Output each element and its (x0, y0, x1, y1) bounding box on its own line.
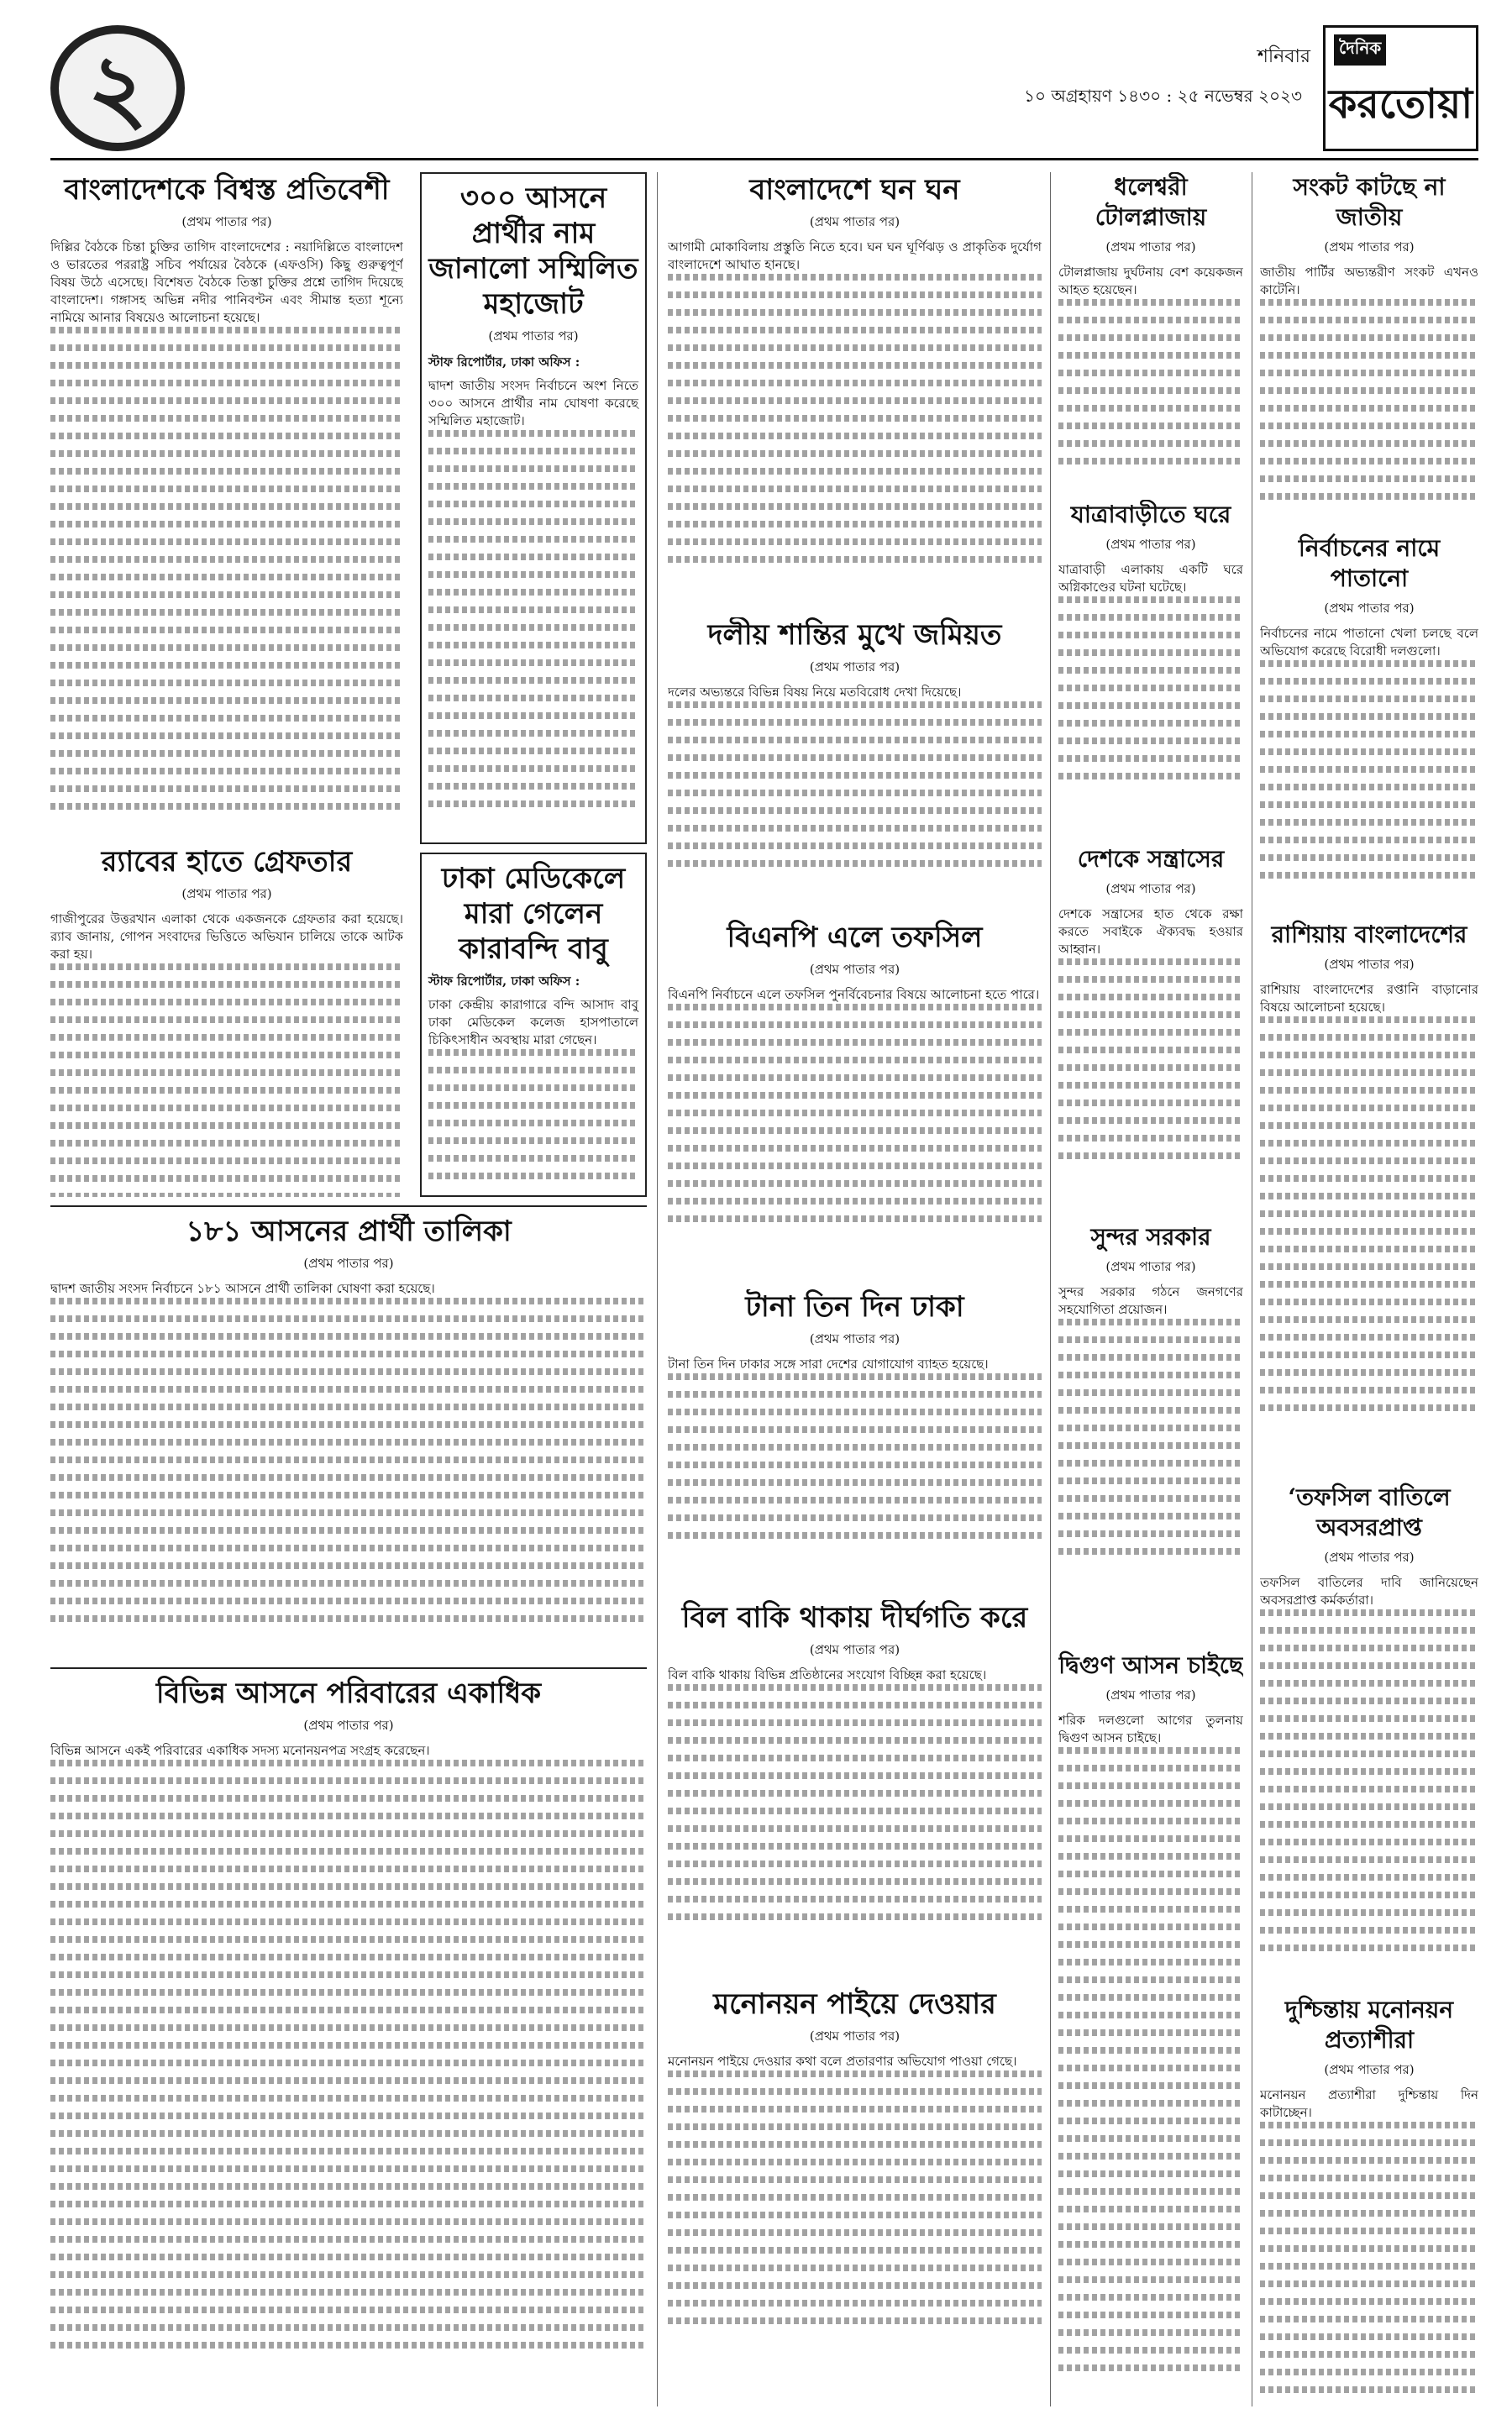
article-body: মনোনয়ন পাইয়ে দেওয়ার কথা বলে প্রতারণার অভিযোগ পাওয়া গেছে। (668, 2054, 1017, 2069)
continued-label: (প্রথম পাতার পর) (1324, 1550, 1415, 1565)
column-rule (657, 172, 658, 2406)
day-name: শনিবার (1257, 46, 1310, 67)
headline: রাশিয়ায় বাংলাদেশের (1271, 921, 1467, 948)
body-text-lines (1260, 660, 1478, 879)
article-body: ঢাকা কেন্দ্রীয় কারাগারে বন্দি আসাদ বাবু ঢাকা মেডিকেল কলেজ হাসপাতালে চিকিৎসাধীন অবস্থায় মারা গেছেন। (428, 997, 638, 1047)
body-text-lines (50, 327, 403, 810)
body-text-lines (1058, 1319, 1243, 1555)
logo-name: করতোয়া (1328, 81, 1473, 128)
headline: ৩০০ আসনে প্রার্থীর নাম জানালো সম্মিলিত মহাজোট (428, 181, 638, 321)
headline: ঢাকা মেডিকেলে মারা গেলেন কারাবন্দি বাবু (441, 862, 626, 966)
headline: দ্বিগুণ আসন চাইছে (1058, 1651, 1243, 1679)
headline: ধলেশ্বরী টোলপ্লাজায় (1095, 173, 1207, 231)
headline: মনোনয়ন পাইয়ে দেওয়ার (713, 1987, 996, 2021)
article-fog (668, 172, 1042, 609)
continued-label: (প্রথম পাতার পর) (488, 328, 579, 344)
column-rule (1050, 172, 1051, 2406)
headline: যাত্রাবাড়ীতে ঘরে (1070, 501, 1231, 528)
body-text-lines (668, 701, 1042, 867)
headline: ‘তফসিল বাতিলে অবসরপ্রাপ্ত (1288, 1483, 1451, 1541)
headline: দেশকে সন্ত্রাসের (1077, 845, 1225, 873)
article-worry (1260, 1995, 1478, 2406)
headline: বাংলাদেশকে বিশ্বস্ত প্রতিবেশী (64, 173, 390, 207)
continued-label: (প্রথম পাতার পর) (809, 1331, 900, 1346)
article-list-181 (50, 1214, 647, 1659)
headline: বিল বাকি থাকায় দীর্ঘগতি করে (681, 1601, 1028, 1635)
article-double-seats (1058, 1651, 1243, 2406)
article-medical (420, 853, 647, 1197)
body-text-lines (50, 1298, 647, 1622)
article-family (50, 1676, 647, 2406)
body-text-lines (1260, 2122, 1478, 2393)
article-neighbor (50, 172, 403, 836)
body-text-lines (1260, 1609, 1478, 1951)
headline: র‌্যাবের হাতে গ্রেফতার (101, 845, 353, 879)
article-body: টোলপ্লাজায় দুর্ঘটনায় বেশ কয়েকজন আহত হয়েছেন। (1058, 265, 1243, 297)
continued-label: (প্রথম পাতার পর) (809, 1642, 900, 1657)
headline: দলীয় শান্তির মুখে জমিয়ত (707, 618, 1002, 652)
article-body: জাতীয় পার্টির অভ্যন্তরীণ সংকট এখনও কাটেনি। (1260, 265, 1478, 297)
byline: স্টাফ রিপোর্টার, ঢাকা অফিস : (428, 974, 580, 989)
masthead (50, 25, 1478, 160)
continued-label: (প্রথম পাতার পর) (303, 1718, 394, 1733)
article-body: নির্বাচনের নামে পাতানো খেলা চলছে বলে অভিযোগ করেছে বিরোধী দলগুলো। (1260, 626, 1478, 659)
byline: স্টাফ রিপোর্টার, ঢাকা অফিস : (428, 354, 580, 370)
article-russia (1260, 920, 1478, 1474)
continued-label: (প্রথম পাতার পর) (1324, 2062, 1415, 2077)
logo-prefix: দৈনিক (1334, 34, 1386, 66)
article-nomination (668, 1987, 1042, 2406)
headline: ১৮১ আসনের প্রার্থী তালিকা (186, 1215, 512, 1248)
headline: বাংলাদেশে ঘন ঘন (749, 173, 960, 207)
continued-label: (প্রথম পাতার পর) (1105, 239, 1196, 255)
body-text-lines (668, 1684, 1042, 1920)
article-body: মনোনয়ন প্রত্যাশীরা দুশ্চিন্তায় দিন কাটাচ্ছেন। (1260, 2087, 1478, 2120)
body-text-lines (50, 1760, 647, 2349)
continued-label: (প্রথম পাতার পর) (1324, 239, 1415, 255)
article-bnp (668, 920, 1042, 1281)
headline: সুন্দর সরকার (1090, 1223, 1211, 1251)
article-schedule (1260, 1483, 1478, 1987)
headline: বিএনপি এলে তফসিল (727, 921, 983, 954)
article-body: দিল্লির বৈঠকে চিন্তা চুক্তির তাগিদ বাংলাদেশের : নয়াদিল্লিতে বাংলাদেশ ও ভারতের পররাষ্ট্র সচিব পর্যায়ের বৈঠকে (এফওসি) কিছু গুরুত্বপূর্ণ বিষয় উঠে এসেছে। বিশেষত বৈঠকে তিস্তা চুক্তির প্রশ্নে তাগিদ দিয়েছে বাংলাদেশ। গঙ্গাসহ অভিন্ন নদীর পানিবণ্টন এবং সীমান্ত হত্যা শূন্যে নামিয়ে আনার বিষয়েও আলোচনা হয়েছে। (50, 239, 403, 325)
page-number: ২ (50, 25, 185, 151)
newspaper-logo (1323, 25, 1478, 151)
article-beautiful-government (1058, 1222, 1243, 1642)
article-crisis (1260, 172, 1478, 525)
article-body: দ্বাদশ জাতীয় সংসদ নির্বাচনে ১৮১ আসনে প্রার্থী তালিকা ঘোষণা করা হয়েছে। (50, 1281, 435, 1296)
continued-label: (প্রথম পাতার পর) (181, 886, 272, 901)
headline: টানা তিন দিন ঢাকা (745, 1290, 964, 1324)
headline: সংকট কাটছে না জাতীয় (1293, 173, 1446, 231)
body-text-lines (1058, 596, 1243, 779)
divider (50, 1667, 647, 1669)
headline: দুশ্চিন্তায় মনোনয়ন প্রত্যাশীরা (1284, 1996, 1454, 2054)
body-text-lines (1058, 958, 1243, 1159)
article-body: গাজীপুরের উত্তরখান এলাকা থেকে একজনকে গ্রেফতার করা হয়েছে। র‌্যাব জানায়, গোপন সংবাদের ভিত্তিতে অভিযান চালিয়ে তাকে আটক করা হয়। (50, 911, 403, 962)
article-body: দলের অভ্যন্তরে বিভিন্ন বিষয় নিয়ে মতবিরোধ দেখা দিয়েছে। (668, 685, 962, 700)
article-body: তফসিল বাতিলের দাবি জানিয়েছেন অবসরপ্রাপ্ত কর্মকর্তারা। (1260, 1575, 1478, 1608)
continued-label: (প্রথম পাতার পর) (809, 659, 900, 674)
article-body: রাশিয়ায় বাংলাদেশের রপ্তানি বাড়ানোর বিষয়ে আলোচনা হয়েছে। (1260, 982, 1478, 1015)
body-text-lines (428, 430, 638, 807)
headline: বিভিন্ন আসনে পরিবারের একাধিক (155, 1677, 542, 1710)
masthead-rule (50, 158, 1478, 160)
article-party (668, 617, 1042, 911)
article-body: বিএনপি নির্বাচনে এলে তফসিল পুনর্বিবেচনার বিষয়ে আলোচনা হতে পারে। (668, 987, 1040, 1002)
article-rab (50, 844, 403, 1197)
article-candidates-300 (420, 172, 647, 844)
body-text-lines (1260, 299, 1478, 500)
article-body: শরিক দলগুলো আগের তুলনায় দ্বিগুণ আসন চাইছে। (1058, 1713, 1243, 1745)
continued-label: (প্রথম পাতার পর) (1324, 957, 1415, 972)
article-terror (1058, 844, 1243, 1214)
continued-label: (প্রথম পাতার পর) (1324, 601, 1415, 616)
continued-label: (প্রথম পাতার পর) (809, 214, 900, 229)
body-text-lines (668, 1373, 1042, 1539)
article-body: দেশকে সন্ত্রাসের হাত থেকে রক্ষা করতে সবাইকে ঐক্যবদ্ধ হওয়ার আহ্বান। (1058, 906, 1243, 957)
continued-label: (প্রথম পাতার পর) (1105, 537, 1196, 552)
article-body: আগামী মোকাবিলায় প্রস্তুতি নিতে হবে। ঘন ঘন ঘূর্ণিঝড় ও প্রাকৃতিক দুর্যোগ বাংলাদেশে আঘাত হানছে। (668, 239, 1042, 272)
continued-label: (প্রথম পাতার পর) (1105, 1687, 1196, 1703)
continued-label: (প্রথম পাতার পর) (303, 1256, 394, 1271)
article-bills (668, 1600, 1042, 1978)
continued-label: (প্রথম পাতার পর) (809, 2028, 900, 2044)
body-text-lines (1260, 1016, 1478, 1411)
headline: নির্বাচনের নামে পাতানো (1298, 534, 1441, 592)
body-text-lines (668, 274, 1042, 563)
divider (50, 1205, 647, 1207)
issue-date: ১০ অগ্রহায়ণ ১৪৩০ : ২৫ নভেম্বর ২০২৩ (1024, 86, 1302, 106)
article-body: বিভিন্ন আসনে একই পরিবারের একাধিক সদস্য মনোনয়নপত্র সংগ্রহ করেছেন। (50, 1743, 430, 1758)
article-toll-plaza (1058, 172, 1243, 491)
continued-label: (প্রথম পাতার পর) (1105, 881, 1196, 896)
article-jatrabari (1058, 500, 1243, 836)
newspaper-page (50, 25, 1478, 2411)
article-body: বিল বাকি থাকায় বিভিন্ন প্রতিষ্ঠানের সংযোগ বিচ্ছিন্ন করা হয়েছে। (668, 1667, 987, 1682)
body-text-lines (1058, 1747, 1243, 2371)
article-body: টানা তিন দিন ঢাকার সঙ্গে সারা দেশের যোগাযোগ ব্যাহত হয়েছে। (668, 1357, 989, 1372)
article-body: সুন্দর সরকার গঠনে জনগণের সহযোগিতা প্রয়োজন। (1058, 1284, 1243, 1317)
continued-label: (প্রথম পাতার পর) (1105, 1259, 1196, 1274)
article-body: যাত্রাবাড়ী এলাকায় একটি ঘরে অগ্নিকাণ্ডের ঘটনা ঘটেছে। (1058, 562, 1243, 595)
article-election (1260, 533, 1478, 911)
continued-label: (প্রথম পাতার পর) (181, 214, 272, 229)
body-text-lines (668, 1004, 1042, 1222)
body-text-lines (1058, 299, 1243, 464)
body-text-lines (668, 2070, 1042, 2324)
body-text-lines (50, 963, 403, 1197)
article-dhaka (668, 1289, 1042, 1592)
article-body: দ্বাদশ জাতীয় সংসদ নির্বাচনে অংশ নিতে ৩০০ আসনে প্রার্থীর নাম ঘোষণা করেছে সম্মিলিত মহাজোট। (428, 378, 638, 428)
body-text-lines (428, 1049, 638, 1179)
continued-label: (প্রথম পাতার পর) (809, 962, 900, 977)
